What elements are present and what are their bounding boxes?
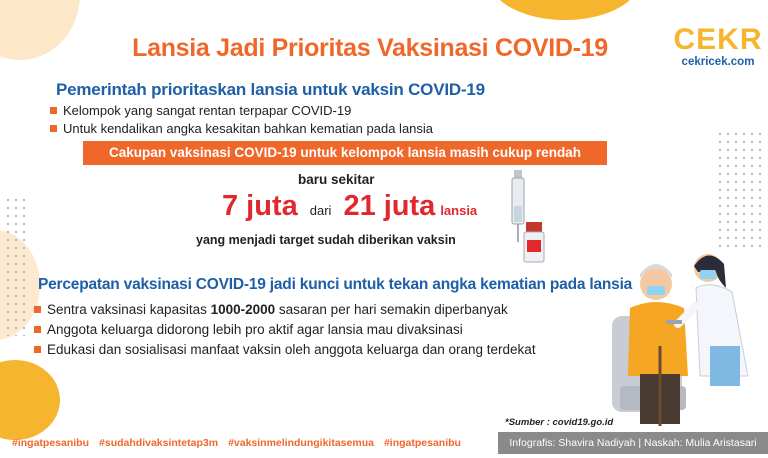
hashtag-bar bbox=[12, 437, 471, 449]
vaccinated-count: 7 juta bbox=[222, 190, 298, 222]
stats-line bbox=[222, 190, 477, 223]
decor-dots-left bbox=[4, 196, 28, 336]
section2-heading: Percepatan vaksinasi COVID-19 jadi kunci untuk tekan angka kematian pada lansia bbox=[38, 276, 633, 293]
list-item bbox=[34, 299, 536, 319]
brand-logo bbox=[672, 24, 764, 80]
bullet-text: Untuk kendalikan angka kesakitan bahkan kematian pada lansia bbox=[63, 120, 434, 136]
target-count: 21 juta bbox=[343, 190, 436, 222]
stats-connector: dari bbox=[309, 203, 332, 218]
section1-bullets bbox=[50, 101, 433, 137]
list-item bbox=[50, 119, 433, 137]
vial-label bbox=[527, 240, 541, 252]
hashtag: #ingatpesanibu bbox=[12, 437, 90, 449]
decor-blob-top-left bbox=[0, 0, 80, 60]
section2-bullets bbox=[34, 299, 536, 359]
elder-shirt bbox=[628, 302, 688, 376]
bullet-text: Kelompok yang sangat rentan terpapar COVID-19 bbox=[63, 102, 352, 118]
decor-dots-right bbox=[716, 130, 764, 250]
bullet-marker bbox=[50, 107, 57, 114]
section1-heading: Pemerintah prioritaskan lansia untuk vaksin COVID-19 bbox=[56, 80, 485, 99]
vial-cap bbox=[526, 222, 542, 232]
syringe-vial-illustration bbox=[500, 166, 550, 264]
list-item bbox=[34, 339, 536, 359]
capacity-range: 1000-2000 bbox=[210, 301, 276, 317]
bullet-marker bbox=[34, 346, 41, 353]
credit-bar: Infografis: Shavira Nadiyah | Naskah: Mulia Aristasari bbox=[498, 432, 768, 454]
hashtag: #vaksinmelindungikitasemua bbox=[228, 437, 374, 449]
bullet-text: Anggota keluarga didorong lebih pro aktif agar lansia mau divaksinasi bbox=[47, 321, 463, 337]
injection-syringe bbox=[666, 320, 682, 324]
decor-blob-bottom-left bbox=[0, 360, 60, 440]
stats-unit: lansia bbox=[440, 203, 478, 218]
hashtag: #ingatpesanibu bbox=[383, 437, 461, 449]
vaccination-illustration bbox=[600, 236, 768, 432]
syringe-plunger bbox=[514, 170, 522, 178]
decor-blob-top-center bbox=[490, 0, 640, 20]
logo-mark: CEKR bbox=[673, 23, 763, 56]
stats-outro: yang menjadi target sudah diberikan vaksin bbox=[196, 233, 456, 247]
bullet-text-pre: Sentra vaksinasi kapasitas bbox=[47, 301, 211, 317]
nurse-mask bbox=[700, 270, 716, 279]
logo-url: cekricek.com bbox=[681, 56, 755, 68]
bullet-text-post: sasaran per hari semakin diperbanyak bbox=[275, 301, 508, 317]
syringe-liquid bbox=[514, 206, 522, 222]
page-title: Lansia Jadi Prioritas Vaksinasi COVID-19 bbox=[132, 34, 608, 62]
nurse-scrubs bbox=[710, 346, 740, 386]
bullet-marker bbox=[34, 306, 41, 313]
list-item bbox=[50, 101, 433, 119]
source-note: *Sumber : covid19.go.id bbox=[505, 417, 614, 428]
elder-mask bbox=[647, 286, 665, 295]
stats-intro: baru sekitar bbox=[298, 172, 375, 187]
list-item bbox=[34, 319, 536, 339]
hashtag: #sudahdivaksintetap3m bbox=[99, 437, 219, 449]
coverage-banner: Cakupan vaksinasi COVID-19 untuk kelompok lansia masih cukup rendah bbox=[83, 141, 607, 165]
bullet-marker bbox=[50, 125, 57, 132]
bullet-text: Edukasi dan sosialisasi manfaat vaksin oleh anggota keluarga dan orang terdekat bbox=[47, 341, 536, 357]
bullet-marker bbox=[34, 326, 41, 333]
